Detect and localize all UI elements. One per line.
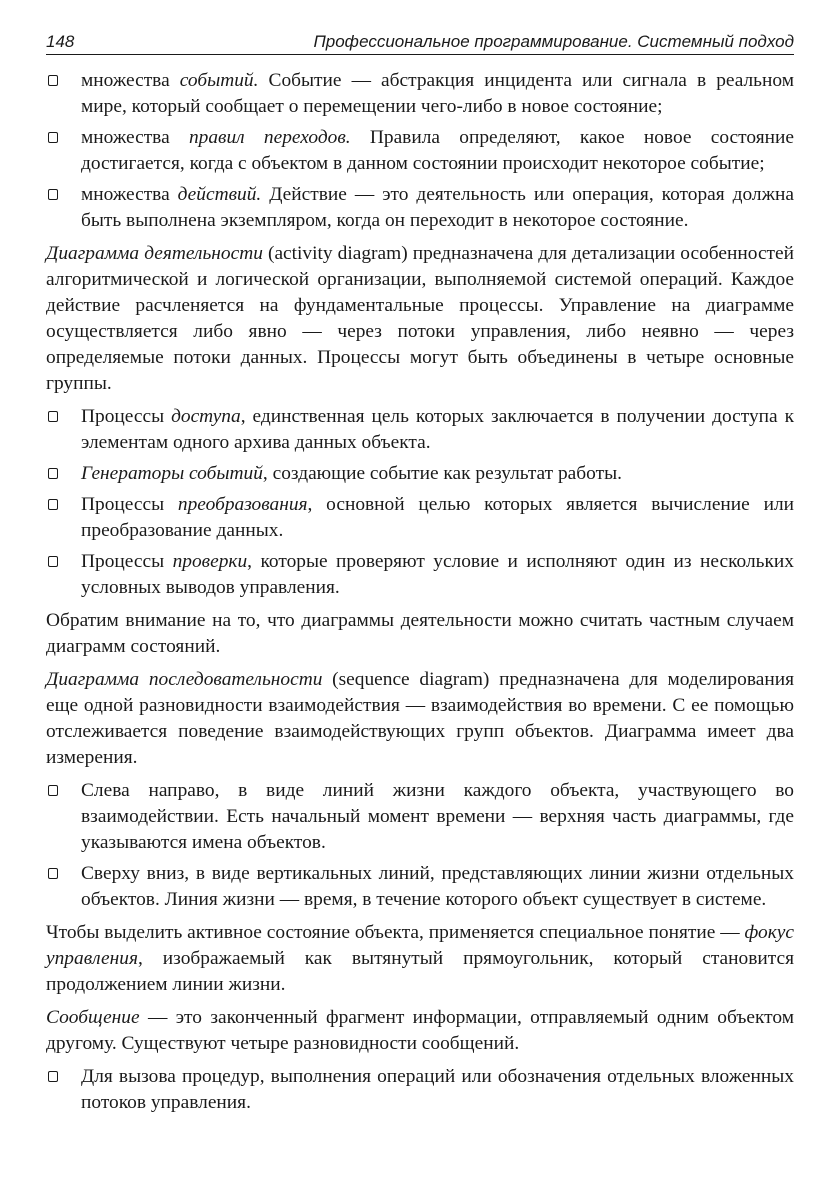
paragraph-focus-of-control xyxy=(46,920,794,998)
checkbox-bullet-icon xyxy=(48,556,58,567)
paragraph-text: , изображаемый как вытянутый прямоугольник, который становится продолжением линии жизни. xyxy=(46,948,794,995)
bullet-list-state-sets xyxy=(46,68,794,234)
item-text: Процессы xyxy=(81,551,173,572)
checkbox-bullet-icon xyxy=(48,132,58,143)
checkbox-bullet-icon xyxy=(48,868,58,879)
book-page xyxy=(46,32,794,1121)
bullet-list-process-groups xyxy=(46,404,794,601)
item-text: Для вызова процедур, выполнения операций или обозначения отдельных вложенных потоков управления. xyxy=(81,1066,794,1113)
checkbox-bullet-icon xyxy=(48,785,58,796)
item-text: множества xyxy=(81,184,178,205)
item-text: Событие — абстракция инцидента или сигнала в реальном мире, который сообщает о перемещении чего-либо в новое состояние; xyxy=(81,70,794,117)
checkbox-bullet-icon xyxy=(48,75,58,86)
paragraph-sequence-diagram xyxy=(46,667,794,771)
checkbox-bullet-icon xyxy=(48,411,58,422)
item-text: Правила определяют, какое новое состояние достигается, когда с объектом в данном состоянии происходит некоторое событие; xyxy=(81,127,794,174)
checkbox-bullet-icon xyxy=(48,1071,58,1082)
paragraph-term: фокус управления xyxy=(46,922,794,969)
page-number: 148 xyxy=(46,32,75,51)
item-text: Процессы xyxy=(81,494,178,515)
paragraph-term: Сообщение xyxy=(46,1007,140,1028)
item-term: преобразования xyxy=(177,494,308,515)
item-term: действий. xyxy=(177,184,262,205)
checkbox-bullet-icon xyxy=(48,499,58,510)
running-title: Профессиональное программирование. Системный подход xyxy=(313,32,794,51)
item-term: правил переходов. xyxy=(188,127,351,148)
paragraph-text: (activity diagram) предназначена для детализации особенностей алгоритмической и логической организации, выполняемой системой операций. Каждое действие расчленяется на фундаментальные процессы. Управление на диаграмме осуществляется либо явно — через потоки управления, либо неявно — через определяемые потоки данных. Процессы могут быть объединены в четыре основные группы. xyxy=(46,243,795,394)
checkbox-bullet-icon xyxy=(48,189,58,200)
item-term: событий. xyxy=(179,70,259,91)
paragraph-term: Диаграмма последовательности xyxy=(46,669,323,690)
paragraph-note: Обратим внимание на то, что диаграммы деятельности можно считать частным случаем диаграмм состояний. xyxy=(46,610,794,657)
paragraph-text: — это законченный фрагмент информации, отправляемый одним объектом другому. Существуют четыре разновидности сообщений. xyxy=(46,1007,794,1054)
item-term: доступа xyxy=(171,406,241,427)
list-item xyxy=(46,1064,794,1116)
item-text: , создающие событие как результат работы. xyxy=(262,463,622,484)
item-term: Генераторы событий xyxy=(81,463,263,484)
list-item xyxy=(46,778,794,856)
paragraph-text: (sequence diagram) предназначена для моделирования еще одной разновидности взаимодействия — взаимодействия во времени. С ее помощью отслеживается поведение взаимодействующих групп объектов. Диаграмма имеет два измерения. xyxy=(46,669,794,768)
list-item xyxy=(46,492,794,544)
item-text: Процессы xyxy=(81,406,172,427)
bullet-list-dimensions xyxy=(46,778,794,913)
list-item xyxy=(46,861,794,913)
list-item xyxy=(46,461,794,487)
list-item xyxy=(46,549,794,601)
list-item xyxy=(46,68,794,120)
item-text: , основной целью которых является вычисление или преобразование данных. xyxy=(81,494,794,541)
item-text: , единственная цель которых заключается в получении доступа к элементам одного архива данных объекта. xyxy=(81,406,794,453)
paragraph-activity-diagram xyxy=(46,241,794,397)
item-text: множества xyxy=(81,70,180,91)
checkbox-bullet-icon xyxy=(48,468,58,479)
paragraph-text: Чтобы выделить активное состояние объекта, применяется специальное понятие — xyxy=(46,922,745,943)
page-header xyxy=(46,32,794,55)
paragraph-message xyxy=(46,1005,794,1057)
bullet-list-message-kinds xyxy=(46,1064,794,1116)
paragraph-term: Диаграмма деятельности xyxy=(46,243,263,264)
list-item xyxy=(46,182,794,234)
item-text: Слева направо, в виде линий жизни каждого объекта, участвующего во взаимодействии. Есть начальный момент времени — верхняя часть диаграммы, где указываются имена объектов. xyxy=(81,780,794,853)
item-text: Сверху вниз, в виде вертикальных линий, представляющих линии жизни отдельных объектов. Линия жизни — время, в течение которого объект существует в системе. xyxy=(81,863,794,910)
item-text: множества xyxy=(81,127,189,148)
list-item xyxy=(46,404,794,456)
item-text: Действие — это деятельность или операция, которая должна быть выполнена экземпляром, когда он переходит в некоторое состояние. xyxy=(81,184,794,231)
item-term: проверки xyxy=(172,551,248,572)
item-text: , которые проверяют условие и исполняют один из нескольких условных выводов управления. xyxy=(81,551,795,598)
list-item xyxy=(46,125,794,177)
